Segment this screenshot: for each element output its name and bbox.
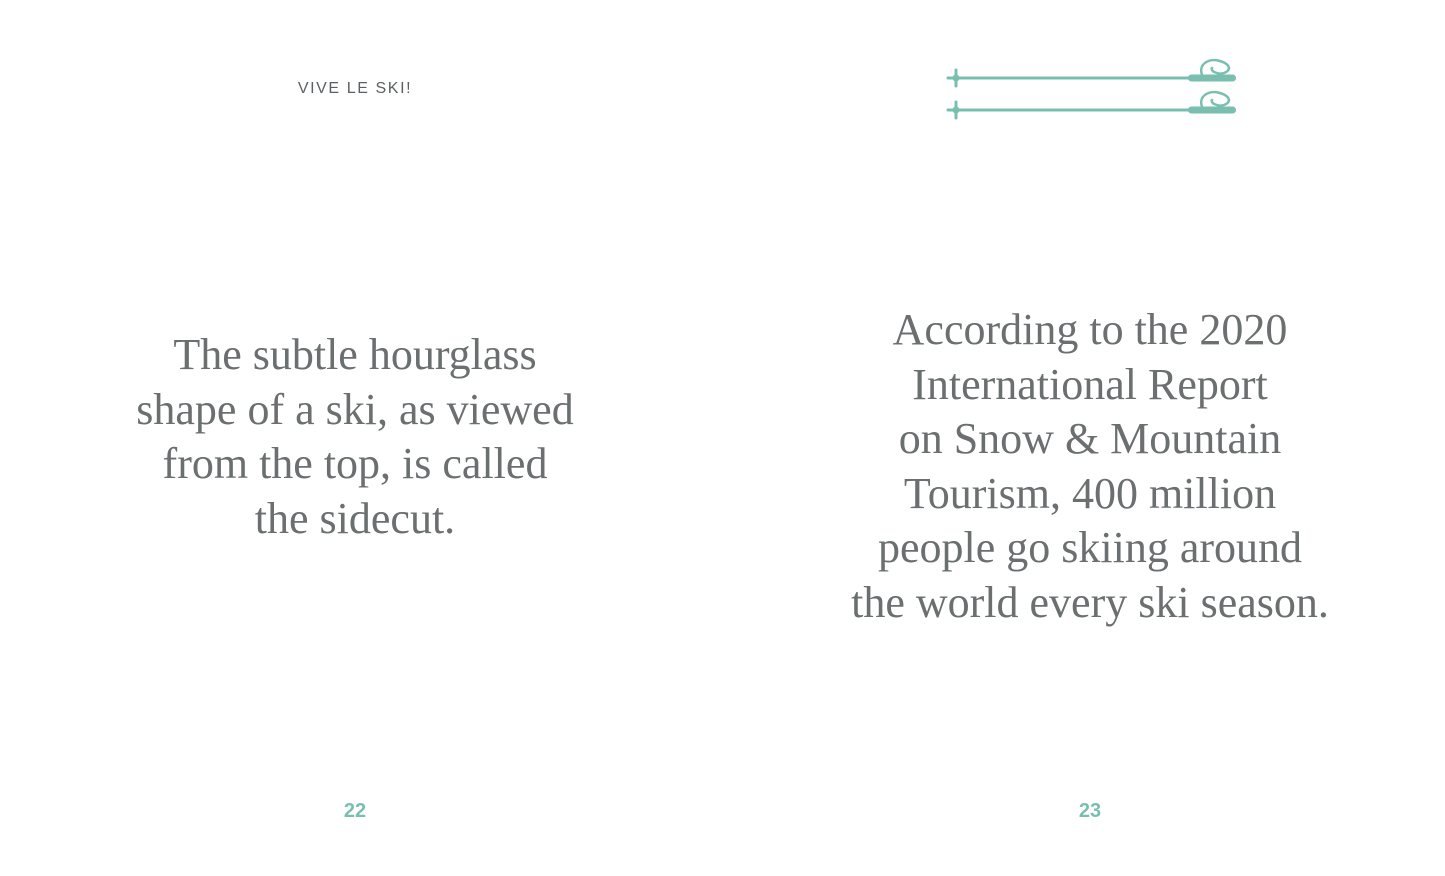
text-line: shape of a ski, as viewed [136,384,574,434]
text-line: on Snow & Mountain [898,414,1282,463]
left-page-text [0,328,710,546]
page-number: 23 [1078,800,1102,822]
left-page [0,0,722,876]
running-head: VIVE LE SKI! [297,80,413,97]
right-page-text [722,303,1445,630]
text-line: the sidecut. [254,493,456,543]
text-line: International Report [912,359,1268,409]
text-line: the world every ski season. [851,577,1329,627]
ski-poles-icon [940,58,1240,120]
right-page [722,0,1445,876]
text-line: Tourism, 400 million [903,468,1277,518]
text-line: from the top, is called [162,439,548,488]
page-number: 22 [343,800,367,822]
text-line: The subtle hourglass [173,330,537,379]
text-line: people go skiing around [877,523,1303,572]
text-line: According to the 2020 [892,305,1288,354]
